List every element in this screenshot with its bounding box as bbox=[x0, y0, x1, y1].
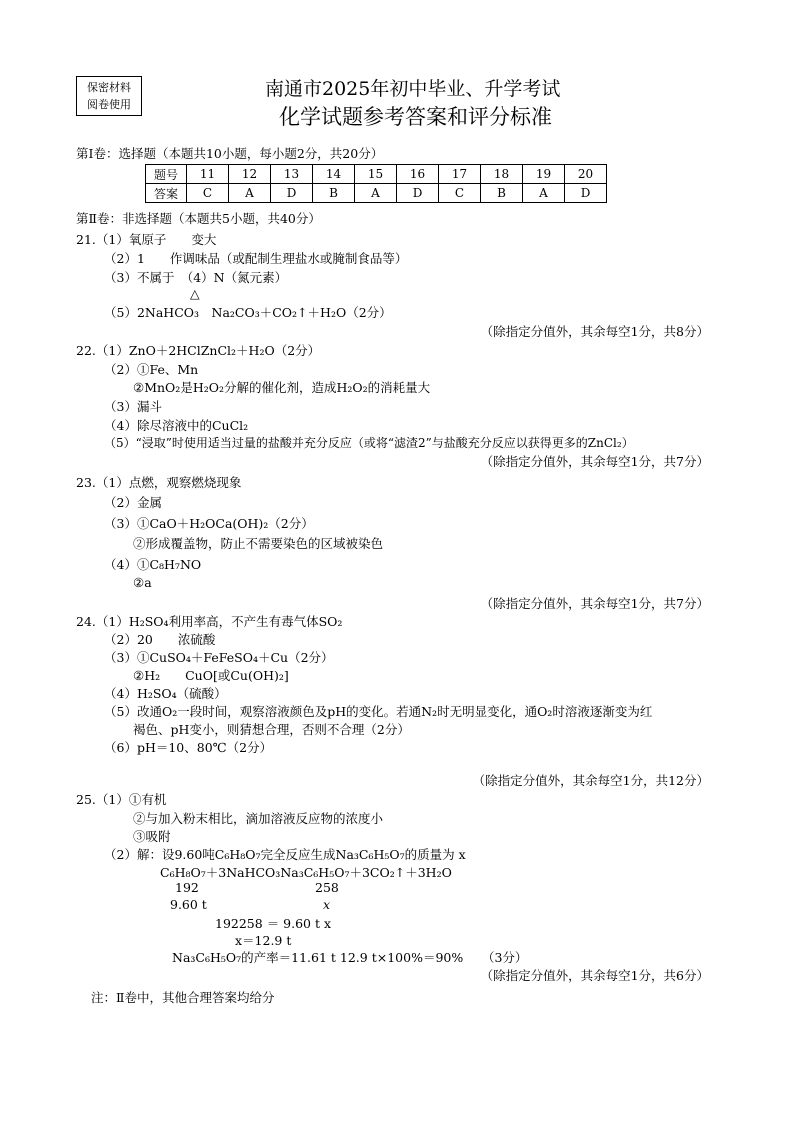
q23-line: （2）金属 bbox=[104, 495, 162, 510]
table-cell: D bbox=[397, 184, 439, 203]
table-cell: D bbox=[271, 184, 313, 203]
table-cell: 题号 bbox=[146, 165, 187, 184]
table-cell: 19 bbox=[523, 165, 565, 184]
title-line-2: 化学试题参考答案和评分标准 bbox=[279, 105, 552, 129]
table-cell: B bbox=[481, 184, 523, 203]
q22-line: 22.（1）ZnO＋2HClZnCl₂＋H₂O（2分） bbox=[76, 343, 321, 358]
q24-line: （2）20 浓硫酸 bbox=[104, 632, 216, 647]
q22-line: （2）①Fe、Mn bbox=[104, 362, 199, 377]
q24-line: （6）pH＝10、80℃（2分） bbox=[104, 740, 273, 755]
table-cell: 20 bbox=[565, 165, 607, 184]
table-cell: 18 bbox=[481, 165, 523, 184]
table-cell: 13 bbox=[271, 165, 313, 184]
table-cell: C bbox=[187, 184, 229, 203]
table-row-number bbox=[146, 165, 607, 184]
q25-line: （2）解：设9.60吨C₆H₈O₇完全反应生成Na₃C₆H₅O₇的质量为 x bbox=[104, 847, 466, 862]
q25-equation: C₆H₈O₇＋3NaHCO₃Na₃C₆H₅O₇＋3CO₂↑＋3H₂O bbox=[160, 865, 452, 880]
table-cell: 答案 bbox=[146, 184, 187, 203]
q25-line: ③吸附 bbox=[133, 829, 171, 844]
stamp-line-1: 保密材料 bbox=[87, 81, 131, 94]
table-cell: 16 bbox=[397, 165, 439, 184]
q25-mass-2: 258 bbox=[315, 880, 339, 895]
q25-score: （除指定分值外，其余每空1分，共6分） bbox=[480, 968, 709, 983]
table-cell: 15 bbox=[355, 165, 397, 184]
q23-line: ②a bbox=[133, 575, 152, 590]
answer-table bbox=[145, 164, 607, 203]
heat-symbol: △ bbox=[190, 286, 200, 301]
q25-line: 25.（1）①有机 bbox=[76, 792, 167, 807]
q25-line: ②与加入粉末相比，滴加溶液反应物的浓度小 bbox=[133, 811, 384, 826]
q25-yield: Na₃C₆H₅O₇的产率＝11.61 t 12.9 t×100%＝90% （3分） bbox=[172, 950, 528, 965]
q23-line: （3）①CaO＋H₂OCa(OH)₂（2分） bbox=[104, 516, 314, 531]
q23-line: （4）①C₈H₇NO bbox=[104, 557, 202, 572]
q24-line: （4）H₂SO₄（硫酸） bbox=[104, 686, 227, 701]
table-cell: A bbox=[523, 184, 565, 203]
table-cell: 14 bbox=[313, 165, 355, 184]
q21-line: （2）1 作调味品（或配制生理盐水或腌制食品等） bbox=[104, 251, 408, 266]
q25-proportion: 192258 ＝ 9.60 t x bbox=[215, 916, 332, 931]
q23-score: （除指定分值外，其余每空1分，共7分） bbox=[480, 596, 709, 611]
part2-heading: 第Ⅱ卷：非选择题（本题共5小题，共40分） bbox=[76, 211, 321, 226]
footnote: 注：Ⅱ卷中，其他合理答案均给分 bbox=[91, 990, 275, 1005]
q22-line: （4）除尽溶液中的CuCl₂ bbox=[104, 418, 249, 433]
table-row-answer bbox=[146, 184, 607, 203]
table-cell: B bbox=[313, 184, 355, 203]
q21-line: （3）不属于 （4）N（氮元素） bbox=[104, 270, 288, 285]
table-cell: 12 bbox=[229, 165, 271, 184]
q22-score: （除指定分值外，其余每空1分，共7分） bbox=[480, 454, 709, 469]
table-cell: 11 bbox=[187, 165, 229, 184]
q25-mass-1: 192 bbox=[175, 880, 199, 895]
table-cell: C bbox=[439, 184, 481, 203]
confidential-stamp bbox=[76, 76, 142, 116]
q23-line: ②形成覆盖物，防止不需要染色的区域被染色 bbox=[133, 536, 384, 551]
q24-score: （除指定分值外，其余每空1分，共12分） bbox=[472, 773, 709, 788]
q21-line: （5）2NaHCO₃ Na₂CO₃＋CO₂↑＋H₂O（2分） bbox=[104, 305, 392, 320]
q25-result: x＝12.9 t bbox=[235, 933, 292, 948]
q24-line: ②H₂ CuO[或Cu(OH)₂] bbox=[133, 668, 289, 683]
q21-score: （除指定分值外，其余每空1分，共8分） bbox=[480, 324, 709, 339]
q25-given: 9.60 t bbox=[170, 897, 207, 912]
table-cell: D bbox=[565, 184, 607, 203]
q24-line: 褐色、pH变小，则猜想合理，否则不合理（2分） bbox=[133, 722, 410, 737]
q24-line: （5）改通O₂一段时间，观察溶液颜色及pH的变化。若通N₂时无明显变化，通O₂时溶液逐渐变为红 bbox=[104, 704, 653, 719]
table-cell: A bbox=[229, 184, 271, 203]
q23-line: 23.（1）点燃，观察燃烧现象 bbox=[76, 475, 242, 490]
title-line-1: 南通市2025年初中毕业、升学考试 bbox=[265, 78, 561, 100]
q24-line: 24.（1）H₂SO₄利用率高，不产生有毒气体SO₂ bbox=[76, 614, 343, 629]
q22-line: （3）漏斗 bbox=[104, 399, 162, 414]
stamp-line-2: 阅卷使用 bbox=[87, 98, 131, 111]
q24-line: （3）①CuSO₄＋FeFeSO₄＋Cu（2分） bbox=[104, 650, 334, 665]
q22-line: （5）“浸取”时使用适当过量的盐酸并充分反应（或将“滤渣2”与盐酸充分反应以获得更多的ZnCl₂） bbox=[104, 436, 634, 450]
table-cell: A bbox=[355, 184, 397, 203]
q21-line: 21.（1）氧原子 变大 bbox=[76, 232, 217, 247]
q25-unknown: x bbox=[323, 897, 331, 912]
table-cell: 17 bbox=[439, 165, 481, 184]
part1-heading: 第Ⅰ卷：选择题（本题共10小题，每小题2分，共20分） bbox=[76, 146, 384, 161]
q22-line: ②MnO₂是H₂O₂分解的催化剂，造成H₂O₂的消耗量大 bbox=[133, 380, 431, 395]
